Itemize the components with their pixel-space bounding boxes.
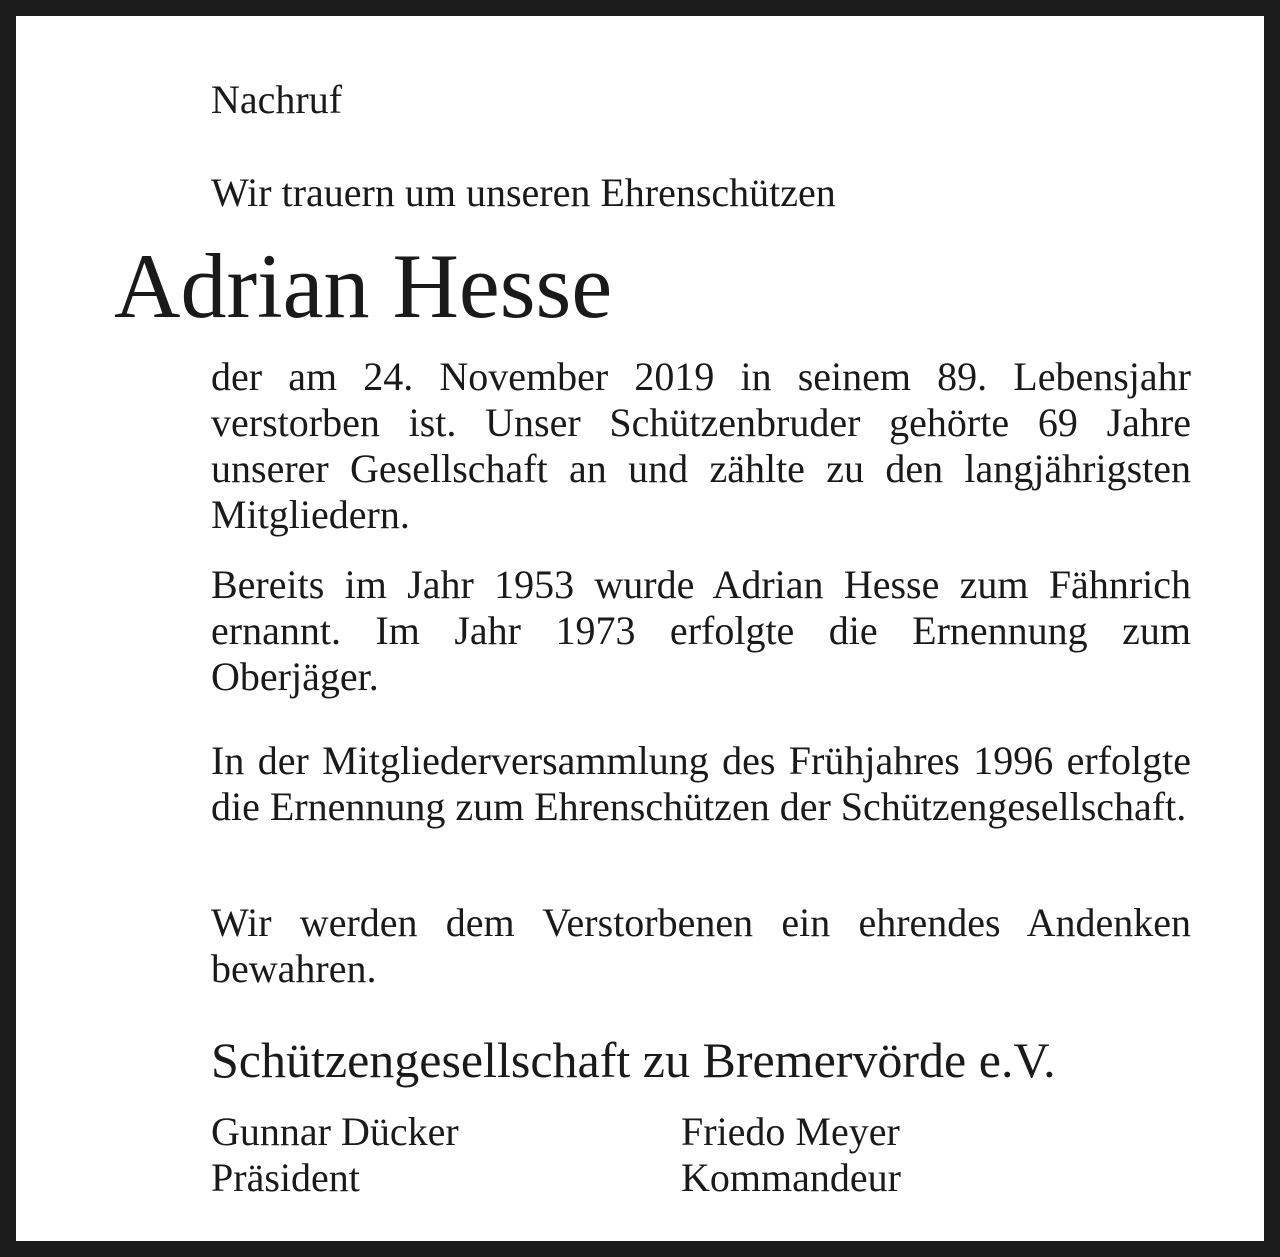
- signatory-name: Gunnar Dücker: [211, 1109, 459, 1154]
- intro-line: Wir trauern um unseren Ehrenschützen: [211, 170, 836, 215]
- organization-name: Schützengesellschaft zu Bremervörde e.V.: [211, 1032, 1056, 1088]
- signatory-role: Präsident: [211, 1155, 360, 1200]
- signatory-left: [211, 1109, 459, 1201]
- signatory-right: [681, 1109, 901, 1201]
- notice-heading: Nachruf: [211, 77, 343, 122]
- signatory-name: Friedo Meyer: [681, 1109, 900, 1154]
- paragraph-3: In der Mitgliederversammlung des Frühjahres 1996 erfolgte die Ernennung zum Ehrenschützen der Schützengesellschaft.: [211, 738, 1191, 829]
- paragraph-4: Wir werden dem Verstorbenen ein ehrendes Andenken bewahren.: [211, 900, 1191, 991]
- paragraph-1: der am 24. November 2019 in seinem 89. Lebensjahr verstorben ist. Unser Schützenbruder gehörte 69 Jahre unserer Gesellschaft an und zählte zu den langjährigsten Mitgliedern.: [211, 354, 1191, 537]
- deceased-name: Adrian Hesse: [114, 235, 613, 337]
- paragraph-2: Bereits im Jahr 1953 wurde Adrian Hesse zum Fähnrich ernannt. Im Jahr 1973 erfolgte die Ernennung zum Oberjäger.: [211, 562, 1191, 699]
- signatory-role: Kommandeur: [681, 1155, 901, 1200]
